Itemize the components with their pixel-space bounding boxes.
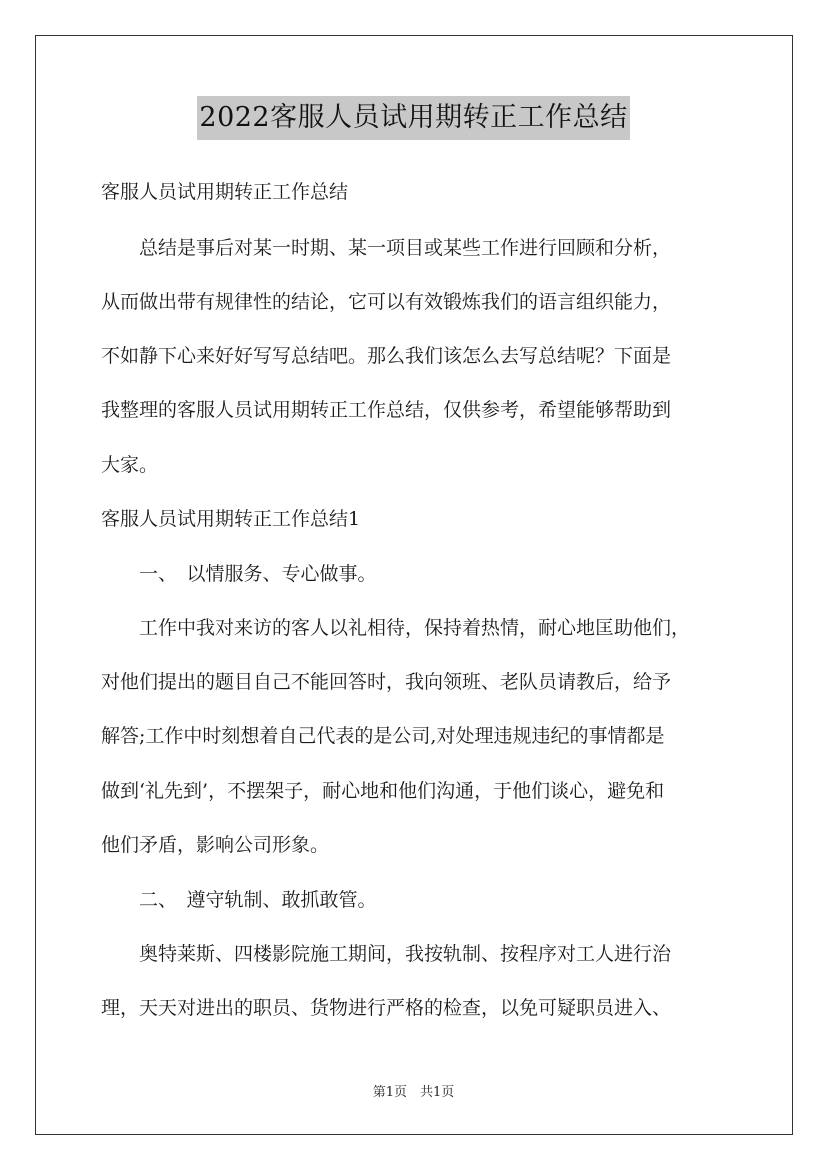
text-line: 我整理的客服人员试用期转正工作总结，仅供参考，希望能够帮助到 <box>101 399 672 421</box>
text-line: 做到‘礼先到’，不摆架子，耐心地和他们沟通，于他们谈心，避免和 <box>101 780 665 802</box>
page-footer: 第1页 共1页 <box>372 1085 455 1100</box>
text-line: 总结是事后对某一时期、某一项目或某些工作进行回顾和分析， <box>101 237 672 259</box>
document-title: 2022客服人员试用期转正工作总结 <box>197 96 629 140</box>
text-line: 不如静下心来好好写写总结吧。那么我们该怎么去写总结呢？下面是 <box>101 345 672 367</box>
text-line: 大家。 <box>101 454 159 476</box>
title-container <box>0 96 827 140</box>
text-line: 他们矛盾，影响公司形象。 <box>101 834 330 856</box>
text-line: 对他们提出的题目自己不能回答时，我向领班、老队员请教后，给予 <box>101 671 672 693</box>
text-line: 客服人员试用期转正工作总结1 <box>101 508 361 530</box>
text-line: 客服人员试用期转正工作总结 <box>101 181 349 203</box>
text-line: 解答;工作中时刻想着自己代表的是公司,对处理违规违纪的事情都是 <box>101 725 665 747</box>
text-line: 二、 遵守轨制、敢抓敢管。 <box>101 889 377 911</box>
text-line: 从而做出带有规律性的结论，它可以有效锻炼我们的语言组织能力， <box>101 291 672 313</box>
text-line: 理，天天对进出的职员、货物进行严格的检查，以免可疑职员进入、 <box>101 997 672 1019</box>
text-line: 奥特莱斯、四楼影院施工期间，我按轨制、按程序对工人进行治 <box>101 943 672 965</box>
text-line: 工作中我对来访的客人以礼相待，保持着热情，耐心地匡助他们， <box>101 617 691 639</box>
text-line: 一、 以情服务、专心做事。 <box>101 563 377 585</box>
